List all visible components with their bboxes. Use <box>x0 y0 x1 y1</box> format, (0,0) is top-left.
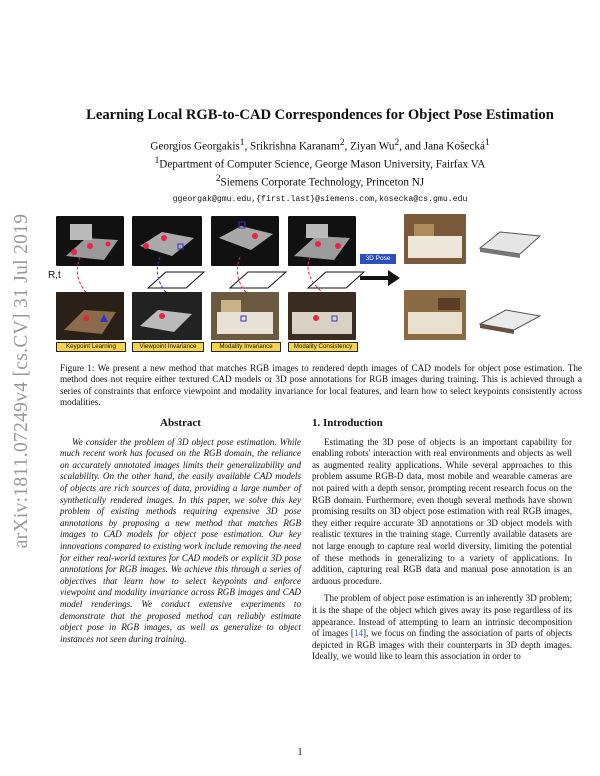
figure-panel-rgb-image <box>56 292 124 340</box>
intro-paragraph: Estimating the 3D pose of objects is an important capability for enabling robots' interaction with real environments and objects as well as augmented reality applications. While several approaches to this problem assume RGB-D data, most mobile and wearable cameras are not paired with a depth sensor, prompting recent research focus on the RGB domain. Furthermore, even though several methods have shown promising results on 3D object pose estimation with real RGB images, they either require accurate 3D annotations or 3D object models with realistic textures in the training stage. Currently available datasets are not large enough to capture real world diversity, limiting the potential of these methods in generalizing to a variety of applications. In addition, capturing real RGB data and manual pose annotation is an arduous procedure. <box>312 436 572 586</box>
citation-link[interactable]: 14 <box>353 628 364 639</box>
figure-1 <box>48 212 558 356</box>
figure-panel-rgb-image <box>132 292 202 340</box>
author-list: Georgios Georgakis$^1$, Srikrishna Karanam$^2$, Ziyan Wu$^2$, and Jana Košecká$^1$ <box>150 138 490 153</box>
page-number: 1 <box>297 747 303 758</box>
author-name: Jana Košecká <box>423 140 485 153</box>
introduction-section <box>312 418 572 669</box>
abstract-text: We consider the problem of 3D object pose estimation. While much recent work has focused on the RGB domain, the reliance on accurately annotated images limits their generalizability and scalability. On the other hand, the easily available CAD models of objects are rich sources of data, providing a large number of synthetically rendered images. In this paper, we solve this key problem of existing methods requiring expensive 3D pose annotations by proposing a new method that matches RGB images to CAD models for object pose estimation. Our key innovations compared to existing work include removing the need for either real-world textures for CAD models or explicit 3D pose annotations for RGB images. We achieve this through a series of objectives that learn how to select keypoints and enforce viewpoint and modality invariance across RGB images and CAD model renderings. We conduct extensive experiments to demonstrate that the proposed method can reliably estimate object pose in RGB images, as well as generalize to object instances not seen during training. <box>60 436 301 644</box>
result-cad-model <box>476 218 544 262</box>
pose-label: 3D Pose <box>360 254 396 264</box>
author-block <box>40 136 600 208</box>
result-cad-model <box>476 296 544 340</box>
intro-paragraph: The problem of object pose estimation is an inherently 3D problem; it is the shape of the object which gives away its pose regardless of its appearance. Instead of attempting to learn an intrinsic decomposition of images [14], we focus on finding the association of parts of objects depicted in RGB images with their counterparts in 3D depth images. Ideally, we would like to learn this association in order to <box>312 593 572 662</box>
introduction-heading: 1. Introduction <box>312 417 383 429</box>
paper-title: Learning Local RGB-to-CAD Correspondences for Object Pose Estimation <box>86 107 554 123</box>
rotation-translation-label: R,t <box>48 270 61 281</box>
abstract-section <box>60 418 301 645</box>
arxiv-identifier: arXiv:1811.07249v4 [cs.CV] 31 Jul 2019 <box>11 213 32 549</box>
author-name: Georgios Georgakis <box>150 140 240 153</box>
figure-panel-rgb-image <box>211 292 279 340</box>
result-rgb-photo <box>404 214 466 264</box>
affiliation: $^1$Department of Computer Science, George Mason University, Fairfax VA <box>154 156 486 171</box>
author-name: Srikrishna Karanam <box>250 140 340 153</box>
arxiv-side-stamp <box>8 206 36 556</box>
figure-caption: Figure 1: We present a new method that matches RGB images to rendered depth images of CAD models for object pose estimation. The method does not require either textured CAD models or 3D pose annotations for RGB images during training. This is achieved through a series of constraints that enforce viewpoint and modality invariance for local features, and learn how to select keypoints consistently across modalities. <box>60 363 582 408</box>
result-rgb-photo <box>404 290 466 340</box>
label-modality-consistency: Modality Consistency <box>288 342 358 352</box>
label-viewpoint-invariance: Viewpoint Invariance <box>132 342 204 352</box>
arrow-icon <box>360 268 400 288</box>
abstract-heading: Abstract <box>160 417 201 429</box>
affiliation: $^2$Siemens Corporate Technology, Princeton NJ <box>215 174 425 190</box>
author-name: Ziyan Wu <box>350 140 395 153</box>
label-modality-invariance: Modality Invariance <box>211 342 281 352</box>
author-emails: ggeorgak@gmu.edu,{first.last}@siemens.com,kosecka@cs.gmu.edu <box>172 195 468 205</box>
figure-panel-rgb-image <box>288 292 356 340</box>
label-keypoint-learning: Keypoint Learning <box>56 342 126 352</box>
